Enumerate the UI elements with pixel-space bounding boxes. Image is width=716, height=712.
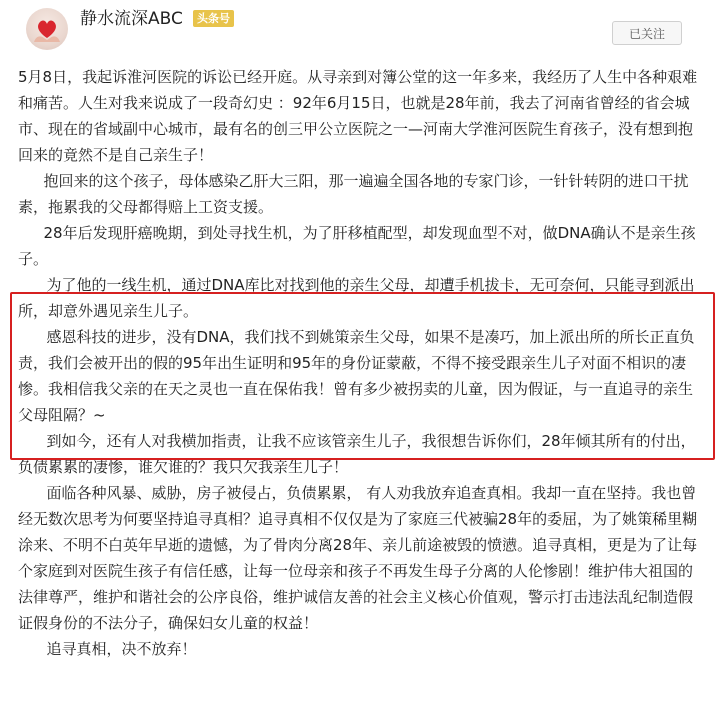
paragraph-4: 为了他的一线生机，通过DNA库比对找到他的亲生父母，却遭手机拔卡，无可奈何，只能寻到派出所，却意外遇见亲生儿子。 <box>18 276 695 320</box>
toutiao-badge: 头条号 <box>193 10 234 27</box>
paragraph-3: 28年后发现肝癌晚期，到处寻找生机，为了肝移植配型，却发现血型不对，做DNA确认不是亲生孩子。 <box>18 224 696 268</box>
article-body <box>18 64 698 662</box>
paragraph-2: 抱回来的这个孩子，母体感染乙肝大三阳，那一遍遍全国各地的专家门诊，一针针转阴的进口干扰素，拖累我的父母都得赔上工资支援。 <box>18 172 689 216</box>
paragraph-8: 追寻真相，决不放弃！ <box>46 640 197 658</box>
heart-hands-icon <box>26 8 68 50</box>
follow-button[interactable]: 已关注 <box>612 21 682 45</box>
paragraph-1: 5月8日，我起诉淮河医院的诉讼已经开庭。从寻亲到对簿公堂的这一年多来，我经历了人生中各种艰难和痛苦。人生对我来说成了一段奇幻史 ：92年6月15日，也就是28年前，我去了河南省曾经的省会城市、现在的省域副中心城市，最有名的创三甲公立医院之一—河南大学淮河医院生育孩子，没有想到抱回来的竟然不是自己亲生子！ <box>18 68 698 164</box>
author-name[interactable]: 静水流深ABC <box>80 9 183 29</box>
paragraph-5: 感恩科技的进步，没有DNA，我们找不到姚策亲生父母，如果不是凑巧，加上派出所的所长正直负责，我们会被开出的假的95年出生证明和95年的身份证蒙蔽，不得不接受跟亲生儿子对面不相识的凄惨。我相信我父亲的在天之灵也一直在保佑我！曾有多少被拐卖的儿童，因为假证，与一直追寻的亲生父母阻隔？~ <box>18 328 695 424</box>
paragraph-6: 到如今，还有人对我横加指责，让我不应该管亲生儿子，我很想告诉你们，28年倾其所有的付出，负债累累的凄惨，谁欠谁的？我只欠我亲生儿子！ <box>18 432 696 476</box>
avatar[interactable] <box>26 8 68 50</box>
paragraph-7: 面临各种风暴、威胁，房子被侵占，负债累累， 有人劝我放弃追查真相。我却一直在坚持。我也曾经无数次思考为何要坚持追寻真相？追寻真相不仅仅是为了家庭三代被骗28年的委屈，为了姚策稀里糊涂来、不明不白英年早逝的遗憾，为了骨肉分离28年、亲儿前途被毁的愤懑。追寻真相，更是为了让每个家庭到对医院生孩子有信任感，让每一位母亲和孩子不再发生母子分离的人伦惨剧！维护伟大祖国的法律尊严，维护和谐社会的公序良俗，维护诚信友善的社会主义核心价值观，警示打击违法乱纪制造假证假身份的不法分子，确保妇女儿童的权益！ <box>18 484 698 632</box>
post-header <box>0 0 716 62</box>
